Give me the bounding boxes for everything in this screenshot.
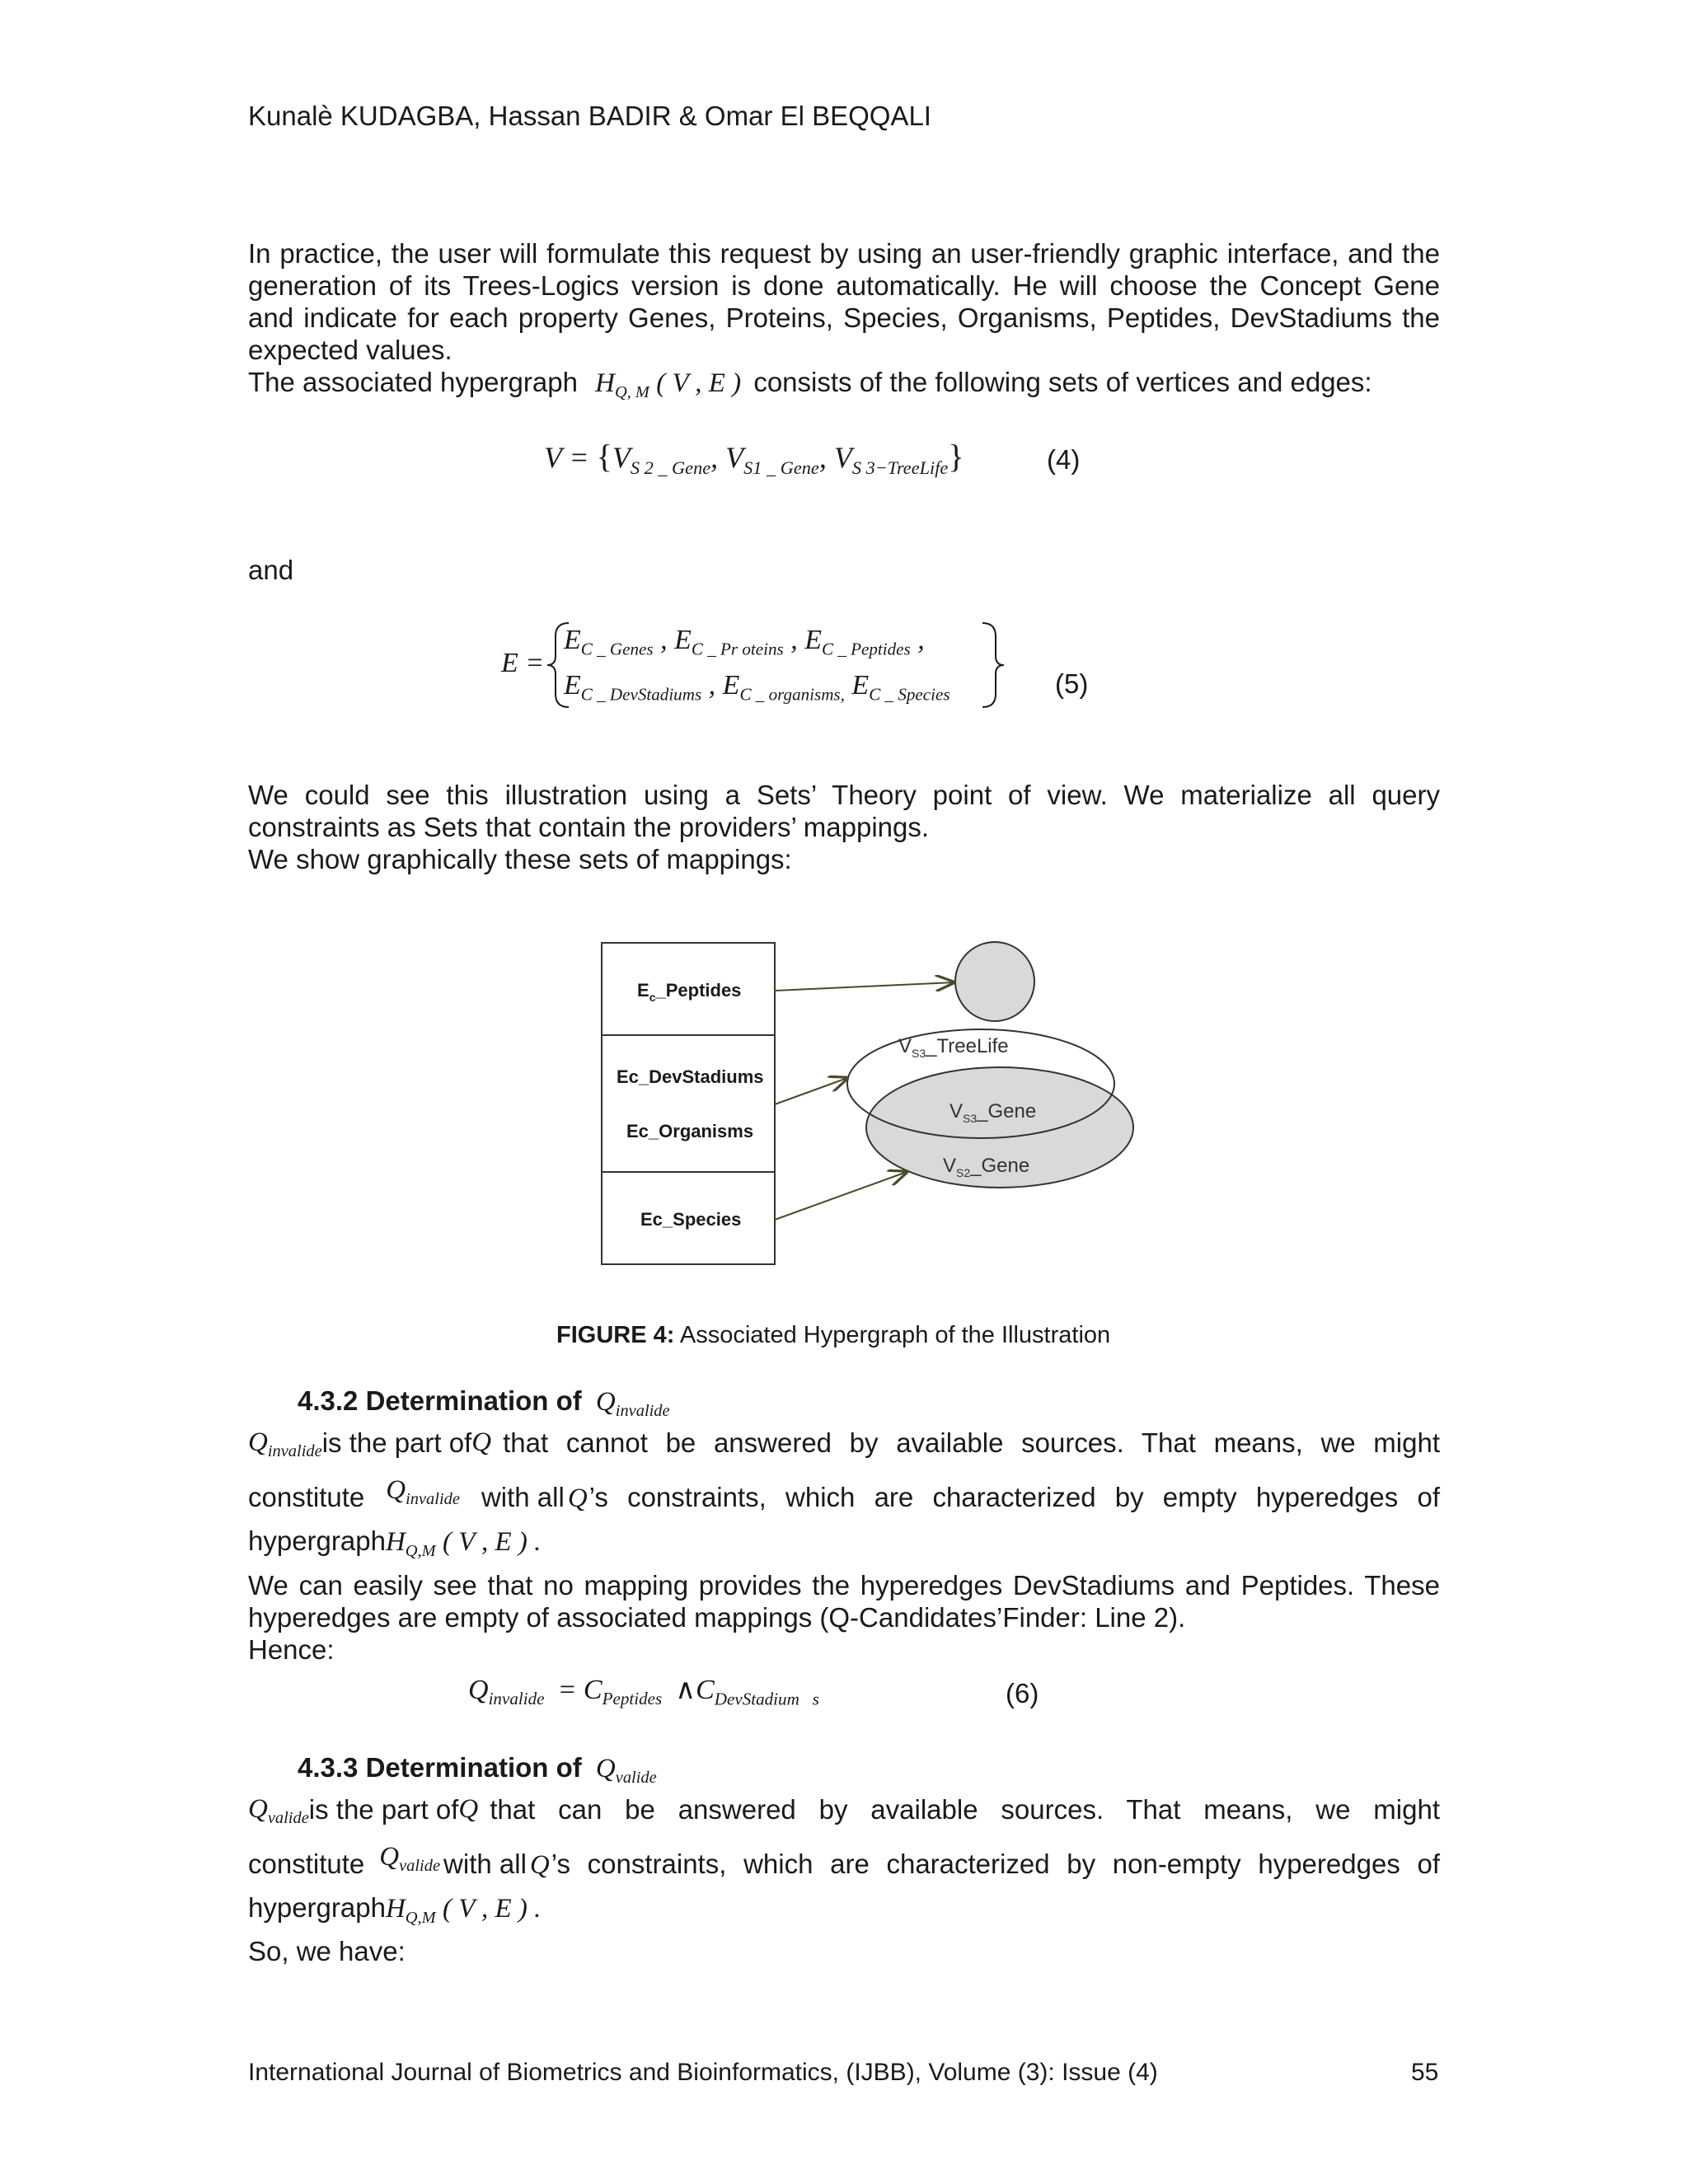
text-segment: is the part of: [321, 1427, 472, 1458]
label-organisms: Ec_Organisms: [626, 1121, 754, 1141]
equation-6-number: (6): [1006, 1678, 1039, 1708]
equation-5-lhs: E =: [501, 648, 545, 678]
equation-5-row2: $E_{C \_ DevStadiums}$ , $E_{C \_ organisms,}$ $E_{C \_ Species}$: [564, 670, 950, 705]
intro-line: In practice, the user will formulate this request by using an user-friendly graphic interface, and the: [248, 238, 1440, 269]
section-432-paragraph2: [248, 1569, 1440, 1666]
caption-text: Associated Hypergraph of the Illustration: [679, 1322, 1111, 1348]
hypergraph-pre: The associated hypergraph: [248, 367, 578, 397]
text-segment: hypergraph: [248, 1526, 386, 1556]
text-segment: ’s constraints, which are characterized by empty hyperedges of: [588, 1482, 1440, 1512]
text-segment: that cannot be answered by available sources. That means, we might: [503, 1427, 1440, 1458]
arrow-species: [775, 1172, 907, 1220]
label-devstadiums: Ec_DevStadiums: [617, 1066, 764, 1087]
section-433-line3: hypergraphH$_{Q,M}$ ( V , E ) .: [248, 1892, 542, 1928]
label-species: Ec_Species: [640, 1209, 742, 1230]
arrow-peptides: [775, 982, 954, 991]
text-segment: ’s constraints, which are characterized by non-empty hyperedges of: [551, 1849, 1440, 1879]
equation-5-row1: $E_{C \_ Genes}$ , $E_{C \_ Pr oteins}$ , $E_{C \_ Peptides}$ ,: [564, 625, 925, 659]
text-segment: is the part of: [308, 1794, 459, 1825]
section-432-heading: 4.3.2 Determination of $Q_{invalide}$: [298, 1385, 670, 1421]
section-432-line2: constitute $Q_{invalide}$ with all Q ’s constraints, which are characterized by empty hyperedges of: [248, 1475, 1440, 1513]
section-433-line2: constitute $Q_{valide}$ with all Q ’s constraints, which are characterized by non-empty hyperedges of: [248, 1842, 1440, 1880]
figure-4-caption: [556, 1322, 1110, 1349]
section-433-line1: $Q_{valide}$ is the part of Q that can be answered by available sources. That means, we might: [248, 1793, 1440, 1835]
arrow-devstadiums: [775, 1078, 847, 1104]
intro-line: expected values.: [248, 335, 452, 365]
right-brace-icon: [978, 620, 1010, 710]
footer-page-number: 55: [1411, 2059, 1439, 2086]
hypergraph-post: consists of the following sets of vertices and edges:: [753, 367, 1372, 397]
intro-paragraph: [248, 237, 1440, 409]
hypergraph-formula: $H_{Q, M}$ ( V , E ): [595, 368, 742, 402]
empty-set-circle: [955, 942, 1034, 1021]
label-treelife: $V_{S3}\_TreeLife$: [898, 1035, 1009, 1060]
label-peptides: $E_c\_Peptides$: [637, 980, 742, 1004]
footer-journal: International Journal of Biometrics and Bioinformatics, (IJBB), Volume (3): Issue (4): [248, 2059, 1158, 2086]
text-segment: with all: [443, 1849, 527, 1879]
equation-5-number: (5): [1055, 668, 1089, 699]
section-432-line3: hypergraphH$_{Q,M}$ ( V , E ) .: [248, 1526, 542, 1561]
section-433-heading-text: 4.3.3 Determination of: [298, 1752, 582, 1783]
hence-line: Hence:: [248, 1634, 335, 1665]
sets-show-line: We show graphically these sets of mappings:: [248, 844, 792, 874]
intro-line: and indicate for each property Genes, Proteins, Species, Organisms, Peptides, DevStadiums the: [248, 302, 1440, 333]
label-s2-gene: $V_{S2}\_Gene$: [943, 1155, 1030, 1179]
text-segment: hypergraph: [248, 1892, 386, 1923]
equation-4: $V = \{V_{S 2 \_ Gene}$, $V_{S1 \_ Gene}$, $V_{S 3-TreeLife}$}: [544, 438, 964, 478]
intro-line: generation of its Trees-Logics version is done automatically. He will choose the Concept Gene: [248, 270, 1440, 301]
sets-paragraph: [248, 779, 1440, 875]
figure-4-diagram: [593, 931, 1146, 1277]
and-word: and: [248, 555, 294, 585]
text-line: We can easily see that no mapping provides the hyperedges DevStadiums and Peptides. These: [248, 1570, 1440, 1601]
section-433-heading: 4.3.3 Determination of $Q_{valide}$: [298, 1752, 657, 1788]
sets-line: constraints as Sets that contain the providers’ mappings.: [248, 812, 930, 842]
running-header: Kunalè KUDAGBA, Hassan BADIR & Omar El BEQQALI: [248, 101, 931, 131]
caption-label: FIGURE 4:: [556, 1322, 675, 1348]
text-segment: that can be answered by available sources. That means, we might: [490, 1794, 1440, 1825]
text-segment: with all: [481, 1482, 565, 1512]
section-432-heading-text: 4.3.2 Determination of: [298, 1385, 582, 1416]
text-line: hyperedges are empty of associated mappings (Q-Candidates’Finder: Line 2).: [248, 1602, 1186, 1633]
section-432-line1: $Q_{invalide}$ is the part of Q that cannot be answered by available sources. That means, we might: [248, 1427, 1440, 1468]
so-we-have: So, we have:: [248, 1936, 406, 1966]
sets-line: We could see this illustration using a Sets’ Theory point of view. We materialize all query: [248, 780, 1440, 810]
label-s3-gene: $V_{S3}\_Gene$: [950, 1100, 1037, 1125]
equation-6: $Q_{invalide} = C_{Peptides}$ $\wedge C_{DevStadium s}$: [468, 1675, 819, 1709]
hypergraph-sentence: [248, 366, 1440, 409]
equation-4-number: (4): [1047, 444, 1081, 475]
box-devstadiums-organisms: [602, 1035, 775, 1172]
text-segment: constitute: [248, 1482, 365, 1512]
text-segment: constitute: [248, 1849, 365, 1879]
